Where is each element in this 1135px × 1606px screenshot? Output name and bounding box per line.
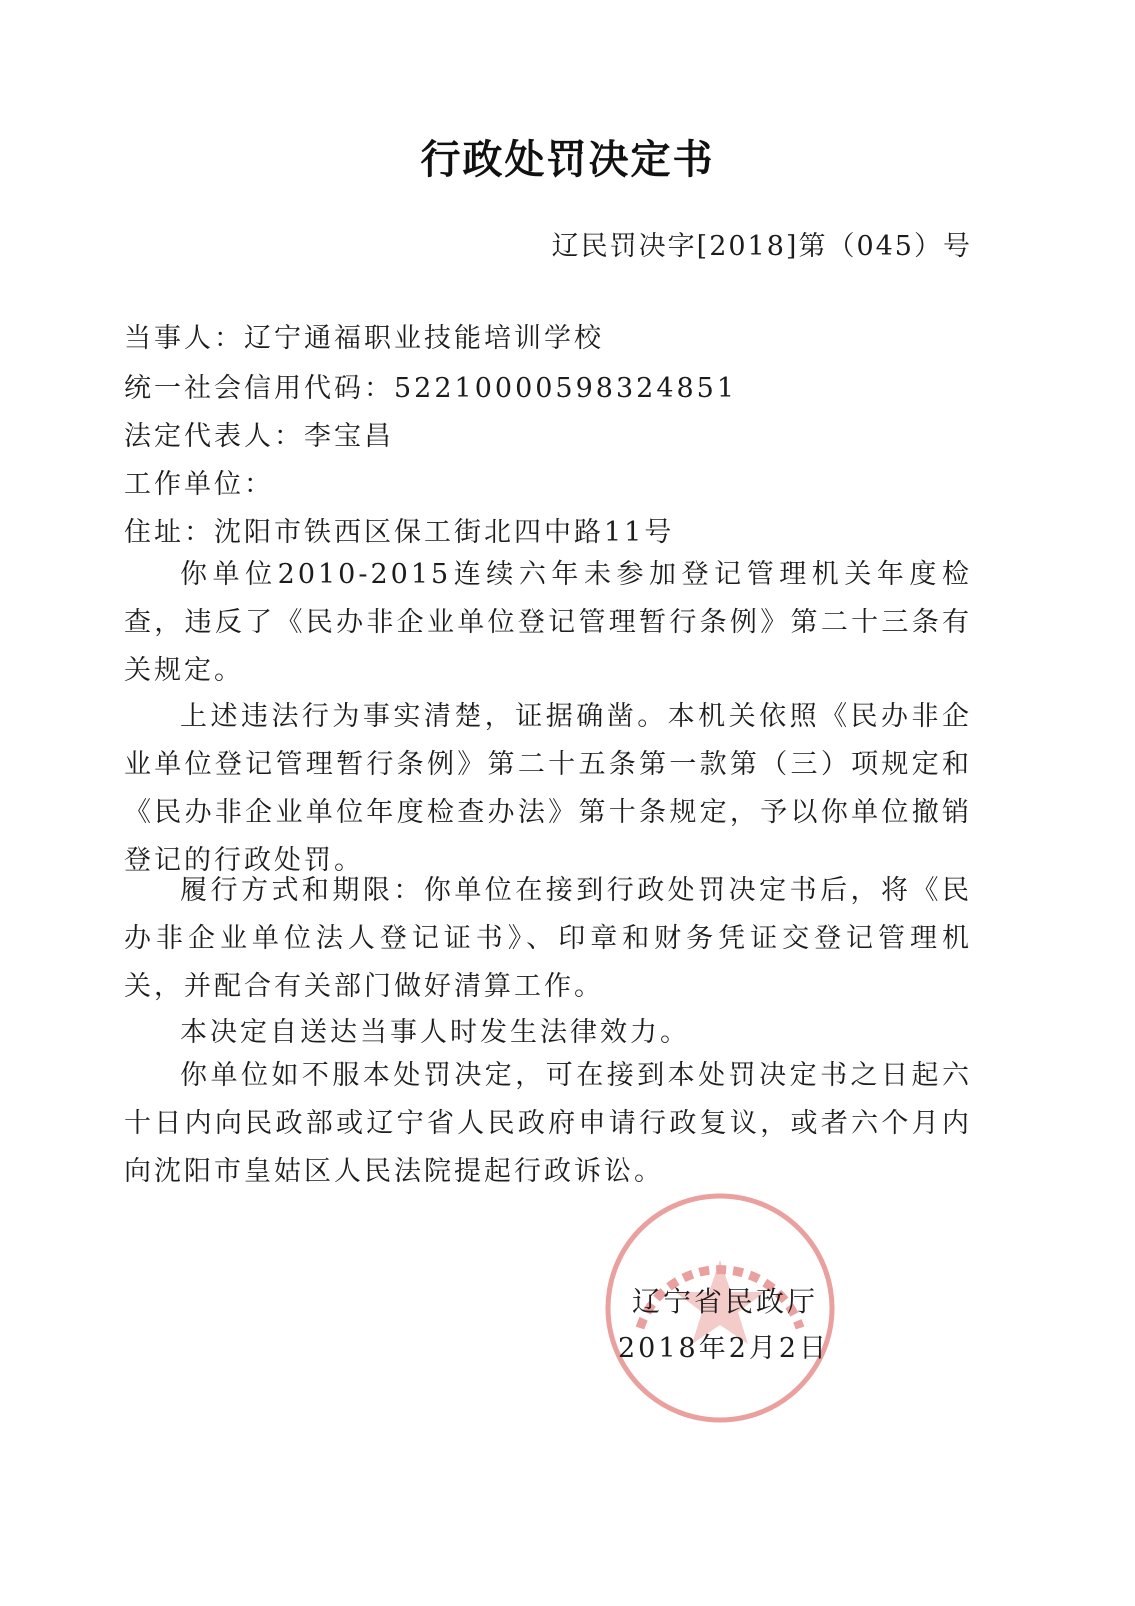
document-number: 辽民罚决字[2018]第（045）号 bbox=[551, 231, 972, 262]
paragraph-penalty: 上述违法行为事实清楚，证据确凿。本机关依照《民办非企业单位登记管理暂行条例》第二十五条第一款第（三）项规定和《民办非企业单位年度检查办法》第十条规定，予以你单位撤销登记的行政处罚。 bbox=[124, 701, 972, 876]
address-line: 住址：沈阳市铁西区保工街北四中路11号 bbox=[124, 517, 675, 548]
paragraph-effect: 本决定自送达当事人时发生法律效力。 bbox=[180, 1017, 690, 1048]
credit-code-line: 统一社会信用代码：52210000598324851 bbox=[124, 373, 738, 404]
paragraph-performance: 履行方式和期限：你单位在接到行政处罚决定书后，将《民办非企业单位法人登记证书》、印章和财务凭证交登记管理机关，并配合有关部门做好清算工作。 bbox=[124, 875, 972, 1002]
workplace-line: 工作单位： bbox=[124, 469, 274, 500]
party-line: 当事人：辽宁通福职业技能培训学校 bbox=[124, 323, 604, 354]
legal-rep-line: 法定代表人：李宝昌 bbox=[124, 421, 394, 452]
issuing-organization: 辽宁省民政厅 bbox=[632, 1285, 819, 1318]
issue-date: 2018年2月2日 bbox=[618, 1333, 830, 1364]
paragraph-violation: 你单位2010-2015连续六年未参加登记管理机关年度检查，违反了《民办非企业单位登记管理暂行条例》第二十三条有关规定。 bbox=[124, 559, 972, 686]
paragraph-appeal: 你单位如不服本处罚决定，可在接到本处罚决定书之日起六十日内向民政部或辽宁省人民政府申请行政复议，或者六个月内向沈阳市皇姑区人民法院提起行政诉讼。 bbox=[124, 1060, 972, 1187]
document-title: 行政处罚决定书 bbox=[420, 136, 715, 183]
